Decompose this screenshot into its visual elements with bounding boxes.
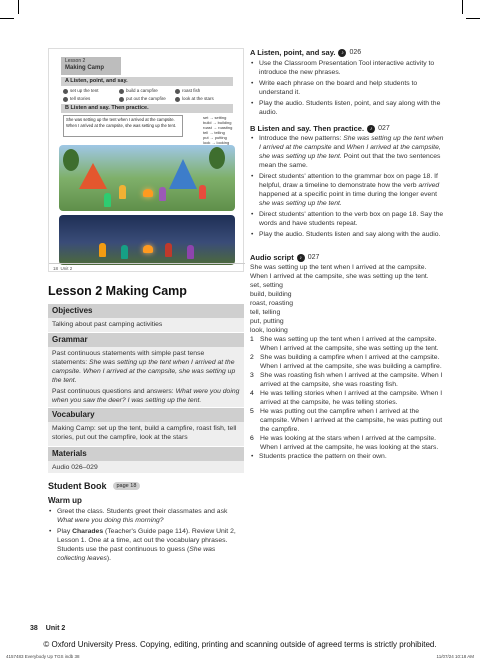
thumb-section-b: B Listen and say. Then practice. [61, 104, 233, 113]
list-item: 3 She was roasting fish when I arrived at the campsite. When I arrived at the campsite, she was roasting fish. [250, 372, 443, 388]
audio-icon: ♪ [297, 254, 305, 262]
verb-list: set, setting build, building roast, roasting tell, telling put, putting look, looking [250, 282, 294, 334]
number-icon [119, 97, 124, 102]
crop-mark [18, 0, 19, 14]
objectives-heading: Objectives [48, 304, 244, 318]
list-item: • Play the audio. Students listen and say along with the audio. [250, 230, 446, 239]
tent-shape [169, 159, 197, 189]
camp-night-illustration [59, 215, 235, 265]
list-item: • Use the Classroom Presentation Tool interactive activity to introduce the new phrases. [250, 59, 446, 77]
section-b-list [250, 134, 446, 241]
number-icon [63, 97, 68, 102]
list-item: 2 She was building a campfire when I arrived at the campsite. When I arrived at the campsite, she was building a campfire. [250, 354, 442, 370]
list-item: • Direct students' attention to the verb box on page 18. Say the words and have students repeat. [250, 210, 446, 228]
campfire-shape [143, 245, 153, 253]
list-item: • Play the audio. Students listen, point, and say along with the audio. [250, 99, 446, 117]
unit-label: Unit 2 [45, 625, 66, 632]
objectives-body: Talking about past camping activities [48, 318, 244, 332]
thumb-lesson-tag: Lesson 2 Making Camp [61, 57, 121, 75]
list-item: • Students practice the pattern on their own. [250, 452, 446, 461]
audio-script-heading: Audio script ♪ 027 [250, 253, 320, 262]
thumb-phrases: set up the tent build a campfire roast fish tell stories put out the campfire look at the stars [63, 87, 231, 103]
list-item: 1 She was setting up the tent when I arrived at the campsite. When I arrived at the campsite, she was setting up the tent. [250, 336, 439, 352]
materials-body: Audio 026–029 [48, 461, 244, 473]
student-book-heading: Student Book page 18 [48, 481, 140, 491]
audio-icon: ♪ [367, 125, 375, 133]
number-icon [175, 89, 180, 94]
print-timestamp: 11/07/24 10:18 AM [436, 654, 474, 659]
thumb-verb-box: set → setting build → building roast → roasting tell → telling put → putting look → looking [203, 115, 233, 145]
script-lines [250, 335, 446, 452]
student-book-thumbnail [48, 48, 244, 272]
list-item: • Direct students' attention to the grammar box on page 18. If helpful, draw a timeline to demonstrate how the verb arrived happened at a specific point in time during the longer event she was setting up the tent. [250, 172, 446, 208]
audio-script: She was setting up the tent when I arrived at the campsite. When I arrived at the campsite, she was setting up the tent. set, setting build, building roast, roasting tell, telling put, putting look, looking 1 She was setting up the tent when I arrived at the campsite. When I arrived at the campsite, she was setting up the tent. 2 She was building a campfire when I arrived at the campsite. When I arrived at the campsite, she was building a campfire. 3 She was roasting fish when I arrived at the campsite. When I arrived at the campsite, she was roasting fish. 4 He was telling stories when I arrived at the campsite. When I arrived at the campsite, he was telling stories. 5 He was putting out the campfire when I arrived at the campsite. When I arrived at the campsite, he was putting out the campfire. 6 He was looking at the stars when I arrived at the campsite. When I arrived at the campsite, he was looking at the stars. • Students practice the pattern on their own. [250, 263, 446, 463]
section-b-heading: B Listen and say. Then practice. ♪ 027 [250, 124, 390, 133]
tent-shape [79, 163, 107, 189]
vocabulary-heading: Vocabulary [48, 408, 244, 422]
list-item: • Play Charades (Teacher's Guide page 114). Review Unit 2, Lesson 1. One at a time, act out the vocabulary phrases. Students use the past continuous to guess (She was collecting leaves). [48, 527, 244, 563]
list-item: 4 He was telling stories when I arrived at the campsite. When I arrived at the campsite, he was telling stories. [250, 390, 443, 406]
grammar-heading: Grammar [48, 333, 244, 347]
page-footer [30, 625, 65, 632]
list-item: 5 He was putting out the campfire when I arrived at the campsite. When I arrived at the campsite, he was putting out the campfire. [250, 408, 443, 433]
grammar-body: Past continuous statements with simple past tense statements: She was setting up the tent when I arrived at the campsite. When I arrived at the campsite, she was setting up the tent. Past continuous questions and answers: What were you doing when you saw the deer? I was setting up the tent. [48, 347, 244, 407]
crop-mark [462, 0, 463, 14]
campfire-shape [143, 189, 153, 197]
camp-day-illustration [59, 145, 235, 211]
print-slug: 4157483 Everybody Up TGS indb 38 [6, 654, 80, 659]
vocabulary-body: Making Camp: set up the tent, build a campfire, roast fish, tell stories, put out the campfire, look at the stars [48, 422, 244, 446]
page-number: 38 [30, 625, 38, 632]
list-item: • Write each phrase on the board and help students to understand it. [250, 79, 446, 97]
page-badge: page 18 [113, 482, 141, 490]
warmup-list [48, 507, 244, 565]
copyright-notice: © Oxford University Press. Copying, editing, printing and scanning outside of agreed terms is strictly prohibited. [43, 640, 437, 649]
thumb-section-a: A Listen, point, and say. [61, 77, 233, 86]
number-icon [63, 89, 68, 94]
warmup-heading: Warm up [48, 496, 82, 505]
thumb-grammar-box: She was setting up the tent when I arrived at the campsite. When I arrived at the campsite, she was setting up the tent. [63, 115, 183, 137]
list-item: 6 He was looking at the stars when I arrived at the campsite. When I arrived at the campsite, he was looking at the stars. [250, 435, 439, 451]
list-item: • Greet the class. Students greet their classmates and ask What were you doing this morning? [48, 507, 244, 525]
audio-icon: ♪ [338, 49, 346, 57]
section-a-heading: A Listen, point, and say. ♪ 026 [250, 48, 362, 57]
materials-heading: Materials [48, 447, 244, 461]
section-a-list [250, 59, 446, 119]
thumb-page-footer: 18 Unit 2 [49, 263, 245, 273]
number-icon [175, 97, 180, 102]
crop-mark [0, 18, 14, 19]
lesson-title: Lesson 2 Making Camp [48, 284, 187, 298]
list-item: • Introduce the new patterns: She was setting up the tent when I arrived at the campsite and When I arrived at the campsite, she was setting up the tent. Point out that the two sentences mean the same. [250, 134, 446, 170]
number-icon [119, 89, 124, 94]
crop-mark [466, 18, 480, 19]
